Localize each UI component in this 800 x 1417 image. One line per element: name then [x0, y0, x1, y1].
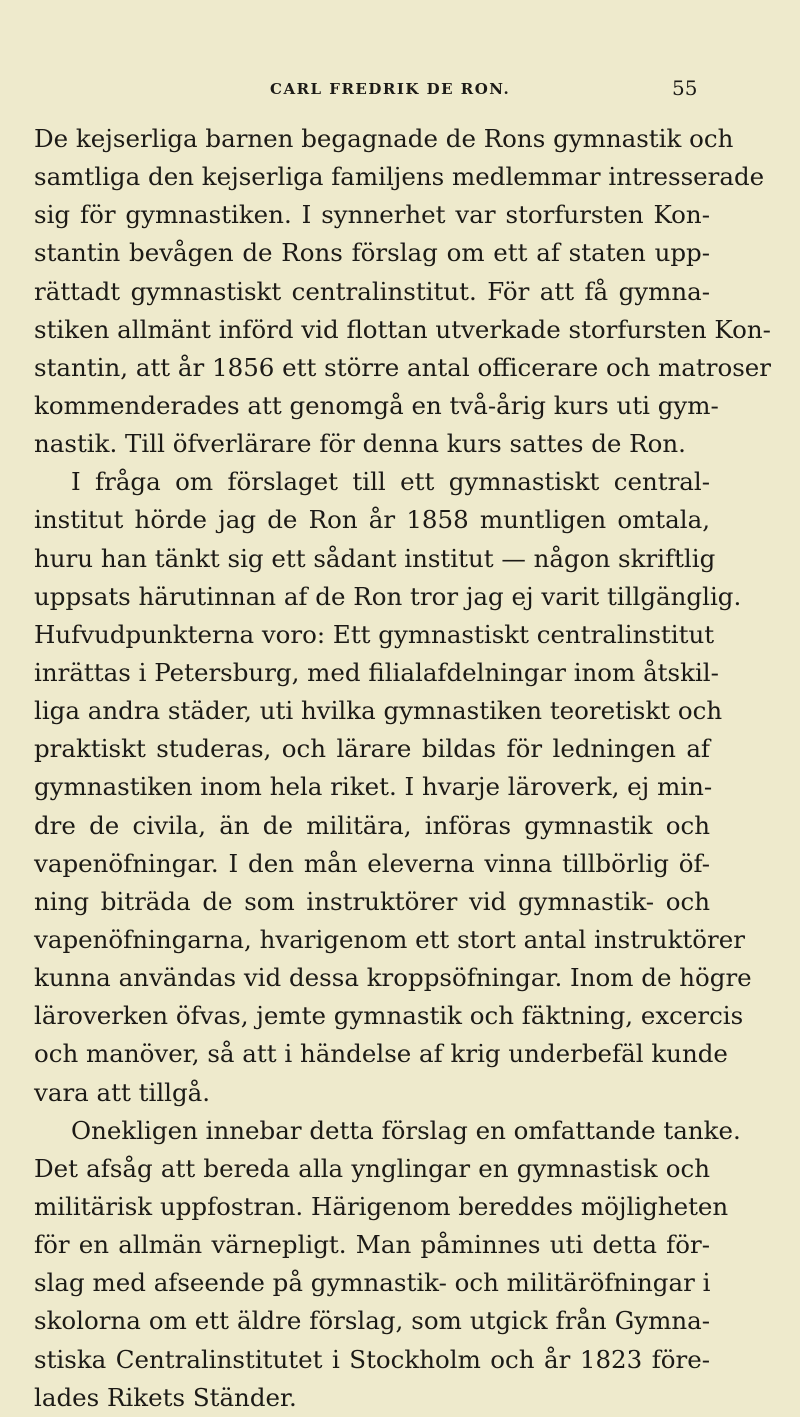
text-line: huru han tänkt sig ett sådant institut — någon skriftlig [34, 543, 716, 573]
text-line: Hufvudpunkterna voro: Ett gymnastiskt centralinstitut [34, 619, 715, 649]
text-line: liga andra städer, uti hvilka gymnastiken teoretiskt och [34, 696, 723, 726]
text-line: De kejserliga barnen begagnade de Rons gymnastik och [34, 124, 734, 153]
page-number: 55 [672, 76, 698, 100]
text-line: lades Rikets Ständer. [34, 1382, 297, 1412]
text-line: vara att tillgå. [34, 1077, 211, 1107]
text-line: vapenöfningar. I den mån eleverna vinna tillbörlig öf- [34, 848, 710, 878]
text-line: ning biträda de som instruktörer vid gymnastik- och [34, 886, 710, 916]
text-line: rättadt gymnastiskt centralinstitut. För att få gymna- [34, 276, 710, 306]
text-line: samtliga den kejserliga familjens medlemmar intresserade [34, 162, 765, 192]
text-line: Onekligen innebar detta förslag en omfattande tanke. [71, 1115, 741, 1145]
text-line: läroverken öfvas, jemte gymnastik och fäktning, excercis [34, 1001, 744, 1031]
text-line: militärisk uppfostran. Härigenom bereddes möjligheten [34, 1191, 729, 1221]
text-line: inrättas i Petersburg, med filialafdelningar inom åtskil- [34, 657, 719, 687]
text-line: och manöver, så att i händelse af krig underbefäl kunde [34, 1039, 728, 1069]
text-line: skolorna om ett äldre förslag, som utgick från Gymna- [34, 1306, 710, 1336]
running-title: CARL FREDRIK DE RON. [270, 80, 511, 98]
text-line: praktiskt studeras, och lärare bildas för ledningen af [34, 734, 710, 764]
body-text [34, 120, 771, 1417]
text-line: Det afsåg att bereda alla ynglingar en gymnastisk och [34, 1153, 710, 1183]
text-line: stantin bevågen de Rons förslag om ett af staten upp- [34, 238, 710, 268]
text-line: slag med afseende på gymnastik- och militäröfningar i [34, 1268, 711, 1298]
text-line: sig för gymnastiken. I synnerhet var storfursten Kon- [34, 200, 710, 230]
text-line: nastik. Till öfverlärare för denna kurs sattes de Ron. [34, 429, 686, 459]
text-line: stiken allmänt införd vid flottan utverkade storfursten Kon- [34, 314, 771, 344]
text-line: stantin, att år 1856 ett större antal officerare och matroser [34, 352, 771, 382]
text-line: vapenöfningarna, hvarigenom ett stort antal instruktörer [34, 924, 745, 954]
text-line: kunna användas vid dessa kroppsöfningar. Inom de högre [34, 963, 752, 993]
text-line: uppsats härutinnan af de Ron tror jag ej varit tillgänglig. [34, 581, 742, 611]
text-line: gymnastiken inom hela riket. I hvarje läroverk, ej min- [34, 772, 713, 802]
text-line: för en allmän värnepligt. Man påminnes uti detta för- [34, 1230, 710, 1260]
text-line: kommenderades att genomgå en två-årig kurs uti gym- [34, 390, 719, 420]
text-line: institut hörde jag de Ron år 1858 muntligen omtala, [34, 505, 710, 535]
text-line: I fråga om förslaget till ett gymnastiskt central- [71, 467, 710, 497]
text-line: stiska Centralinstitutet i Stockholm och år 1823 före- [34, 1344, 710, 1374]
text-line: dre de civila, än de militära, införas gymnastik och [34, 810, 710, 840]
